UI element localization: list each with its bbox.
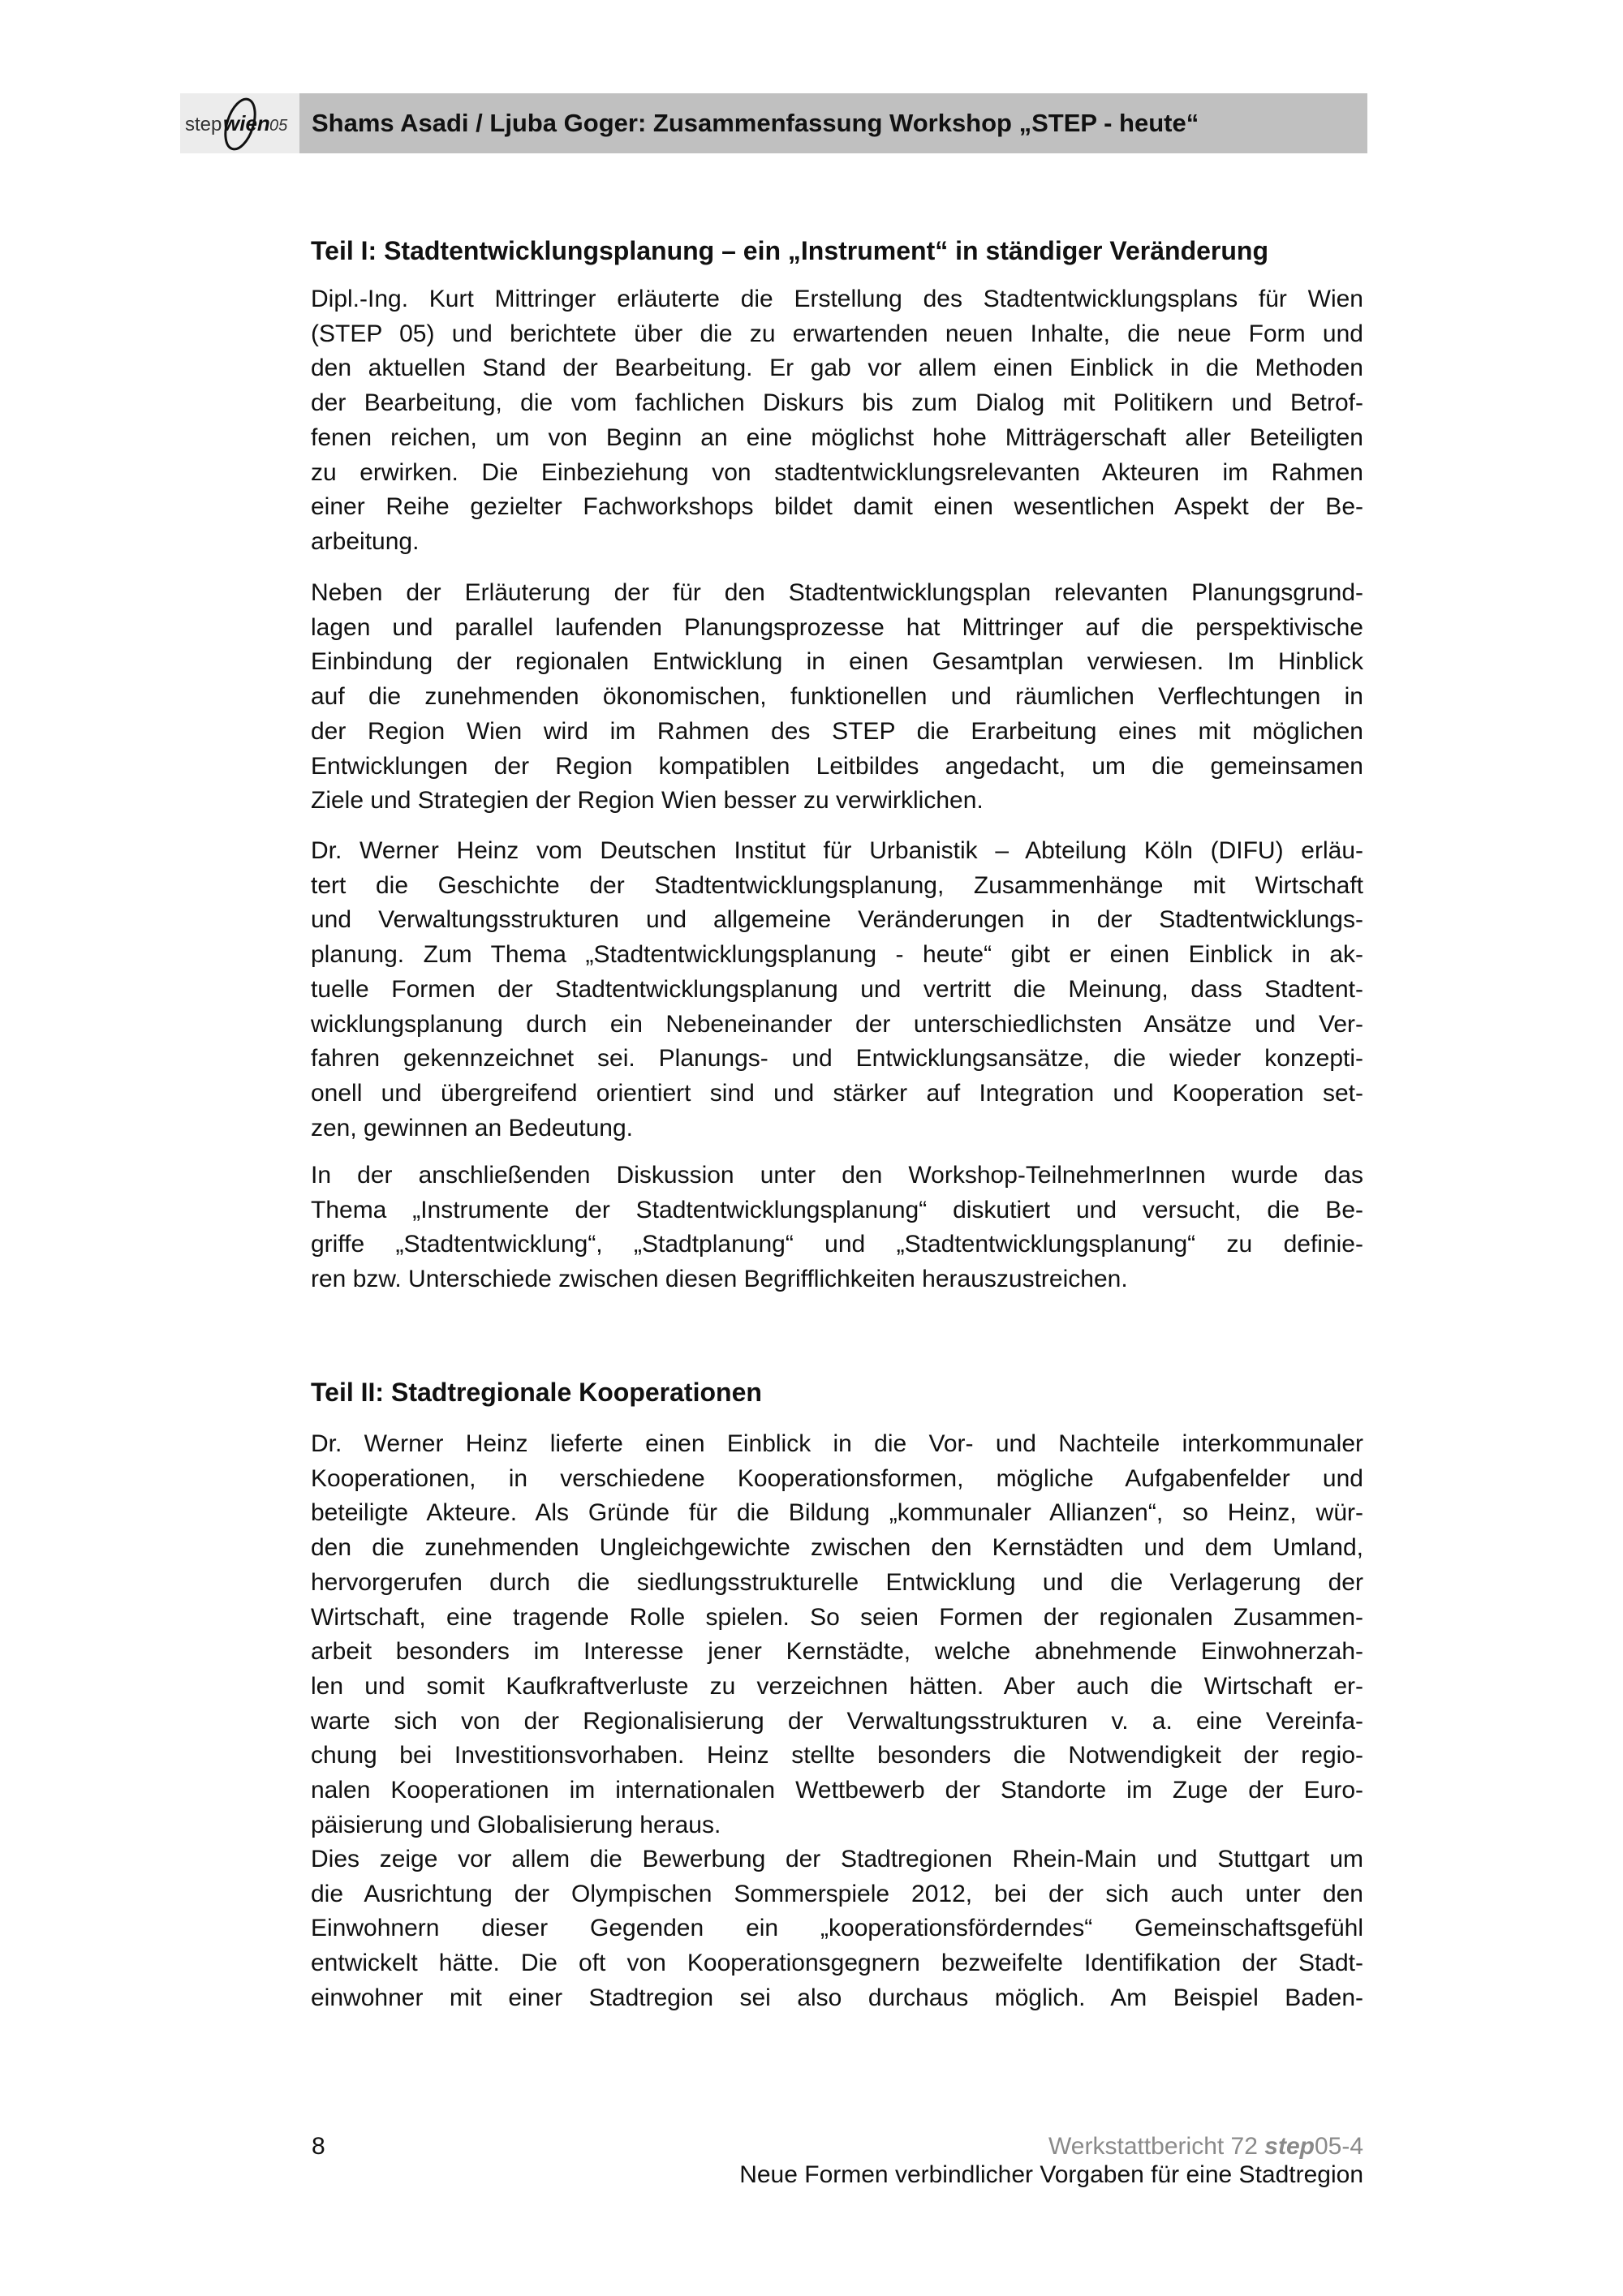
section2-heading: Teil II: Stadtregionale Kooperationen — [311, 1378, 762, 1407]
text-line: arbeitung. — [311, 527, 420, 555]
text-line: Dr. Werner Heinz vom Deutschen Institut für Urbanistik – Abteilung Köln (DIFU) erläu- — [311, 837, 1363, 864]
text-line: einer Reihe gezielter Fachworkshops bildet damit einen wesentlichen Aspekt der Be- — [311, 493, 1363, 521]
paragraph — [311, 1842, 1363, 2016]
text-line: tert die Geschichte der Stadtentwicklungsplanung, Zusammenhänge mit Wirtschaft — [311, 871, 1363, 899]
text-line: Kooperationen, in verschiedene Kooperationsformen, mögliche Aufgabenfelder und — [311, 1464, 1363, 1492]
text-line: den aktuellen Stand der Bearbeitung. Er gab vor allem einen Einblick in die Methoden — [311, 355, 1363, 382]
section1-heading: Teil I: Stadtentwicklungsplanung – ein „Instrument“ in ständiger Veränderung — [311, 236, 1268, 265]
footer-series-prefix: Werkstattbericht 72 — [1048, 2133, 1265, 2160]
text-line: Entwicklungen der Region kompatiblen Leitbildes angedacht, um die gemeinsamen — [311, 752, 1363, 780]
page-number: 8 — [312, 2133, 325, 2160]
paragraph — [311, 834, 1363, 1146]
footer-series-brand: step — [1264, 2133, 1315, 2160]
text-line: beteiligte Akteure. Als Gründe für die Bildung „kommunaler Allianzen“, so Heinz, wür- — [311, 1499, 1363, 1527]
text-line: Einwohnern dieser Gegenden ein „kooperationsförderndes“ Gemeinschaftsgefühl — [311, 1915, 1363, 1942]
text-line: tuelle Formen der Stadtentwicklungsplanung und vertritt die Meinung, dass Stadtent- — [311, 975, 1363, 1003]
text-line: warte sich von der Regionalisierung der Verwaltungsstrukturen v. a. eine Vereinfa- — [311, 1707, 1363, 1735]
paragraph — [311, 576, 1363, 819]
text-line: Dr. Werner Heinz lieferte einen Einblick in die Vor- und Nachteile interkommunaler — [311, 1430, 1363, 1457]
text-line: und Verwaltungsstrukturen und allgemeine Veränderungen in der Stadtentwicklungs- — [311, 906, 1363, 934]
footer-subtitle: Neue Formen verbindlicher Vorgaben für eine Stadtregion — [739, 2161, 1363, 2188]
text-line: zu erwirken. Die Einbeziehung von stadtentwicklungsrelevanten Akteuren im Rahmen — [311, 458, 1363, 486]
text-line: In der anschließenden Diskussion unter den Workshop-TeilnehmerInnen wurde das — [311, 1162, 1363, 1189]
text-line: arbeit besonders im Interesse jener Kernstädte, welche abnehmende Einwohnerzah- — [311, 1638, 1363, 1666]
paragraph — [311, 1159, 1363, 1297]
text-line: entwickelt hätte. Die oft von Kooperationsgegnern bezweifelte Identifikation der Stadt- — [311, 1950, 1363, 1977]
svg-text:05: 05 — [269, 117, 288, 135]
header-title: Shams Asadi / Ljuba Goger: Zusammenfassung Workshop „STEP - heute“ — [312, 109, 1199, 137]
text-line: wicklungsplanung durch ein Nebeneinander der unterschiedlichsten Ansätze und Ver- — [311, 1010, 1363, 1038]
text-line: die Ausrichtung der Olympischen Sommerspiele 2012, bei der sich auch unter den — [311, 1880, 1363, 1907]
footer-series-suffix: 05-4 — [1314, 2133, 1363, 2160]
text-line: Dipl.-Ing. Kurt Mittringer erläuterte die Erstellung des Stadtentwicklungsplans für Wien — [311, 286, 1363, 312]
text-line: hervorgerufen durch die siedlungsstrukturelle Entwicklung und die Verlagerung der — [311, 1568, 1363, 1596]
running-header — [180, 93, 1367, 153]
text-line: Dies zeige vor allem die Bewerbung der Stadtregionen Rhein-Main und Stuttgart um — [311, 1846, 1363, 1872]
step-wien-logo — [180, 93, 299, 153]
text-line: nalen Kooperationen im internationalen Wettbewerb der Standorte im Zuge der Euro- — [311, 1777, 1363, 1804]
text-line: griffe „Stadtentwicklung“, „Stadtplanung“ und „Stadtentwicklungsplanung“ zu definie- — [311, 1231, 1363, 1258]
text-line: Ziele und Strategien der Region Wien besser zu verwirklichen. — [311, 787, 984, 815]
text-line: len und somit Kaufkraftverluste zu verzeichnen hätten. Aber auch die Wirtschaft er- — [311, 1672, 1363, 1700]
text-line: zen, gewinnen an Bedeutung. — [311, 1114, 633, 1142]
text-line: den die zunehmenden Ungleichgewichte zwischen den Kernstädten und dem Umland, — [311, 1534, 1363, 1562]
paragraph — [311, 1427, 1363, 1842]
text-line: ren bzw. Unterschiede zwischen diesen Begrifflichkeiten herauszustreichen. — [311, 1266, 1128, 1293]
text-line: lagen und parallel laufenden Planungsprozesse hat Mittringer auf die perspektivische — [311, 613, 1363, 641]
text-line: chung bei Investitionsvorhaben. Heinz stellte besonders die Notwendigkeit der regio- — [311, 1742, 1363, 1769]
text-line: fahren gekennzeichnet sei. Planungs- und Entwicklungsansätze, die wieder konzepti- — [311, 1045, 1363, 1073]
text-line: einwohner mit einer Stadtregion sei also durchaus möglich. Am Beispiel Baden- — [311, 1984, 1363, 2011]
text-line: päisierung und Globalisierung heraus. — [311, 1811, 721, 1838]
text-line: der Bearbeitung, die vom fachlichen Diskurs bis zum Dialog mit Politikern und Betrof- — [311, 389, 1363, 417]
text-line: (STEP 05) und berichtete über die zu erwartenden neuen Inhalte, die neue Form und — [311, 320, 1363, 347]
text-line: Wirtschaft, eine tragende Rolle spielen. So seien Formen der regionalen Zusammen- — [311, 1603, 1363, 1631]
text-line: auf die zunehmenden ökonomischen, funktionellen und räumlichen Verflechtungen in — [311, 683, 1363, 711]
paragraph — [311, 282, 1363, 560]
text-line: fenen reichen, um von Beginn an eine möglichst hohe Mitträgerschaft aller Beteiligten — [311, 424, 1363, 451]
text-line: Thema „Instrumente der Stadtentwicklungsplanung“ diskutiert und versucht, die Be- — [311, 1196, 1363, 1223]
text-line: planung. Zum Thema „Stadtentwicklungsplanung - heute“ gibt er einen Einblick in ak- — [311, 941, 1363, 969]
footer-series — [1048, 2130, 1363, 2163]
text-line: Neben der Erläuterung der für den Stadtentwicklungsplan relevanten Planungsgrund- — [311, 579, 1363, 606]
text-line: Einbindung der regionalen Entwicklung in einen Gesamtplan verwiesen. Im Hinblick — [311, 648, 1363, 676]
text-line: onell und übergreifend orientiert sind und stärker auf Integration und Kooperation set- — [311, 1079, 1363, 1107]
svg-text:wien: wien — [223, 111, 270, 135]
svg-text:step: step — [185, 114, 222, 135]
text-line: der Region Wien wird im Rahmen des STEP die Erarbeitung eines mit möglichen — [311, 717, 1363, 745]
